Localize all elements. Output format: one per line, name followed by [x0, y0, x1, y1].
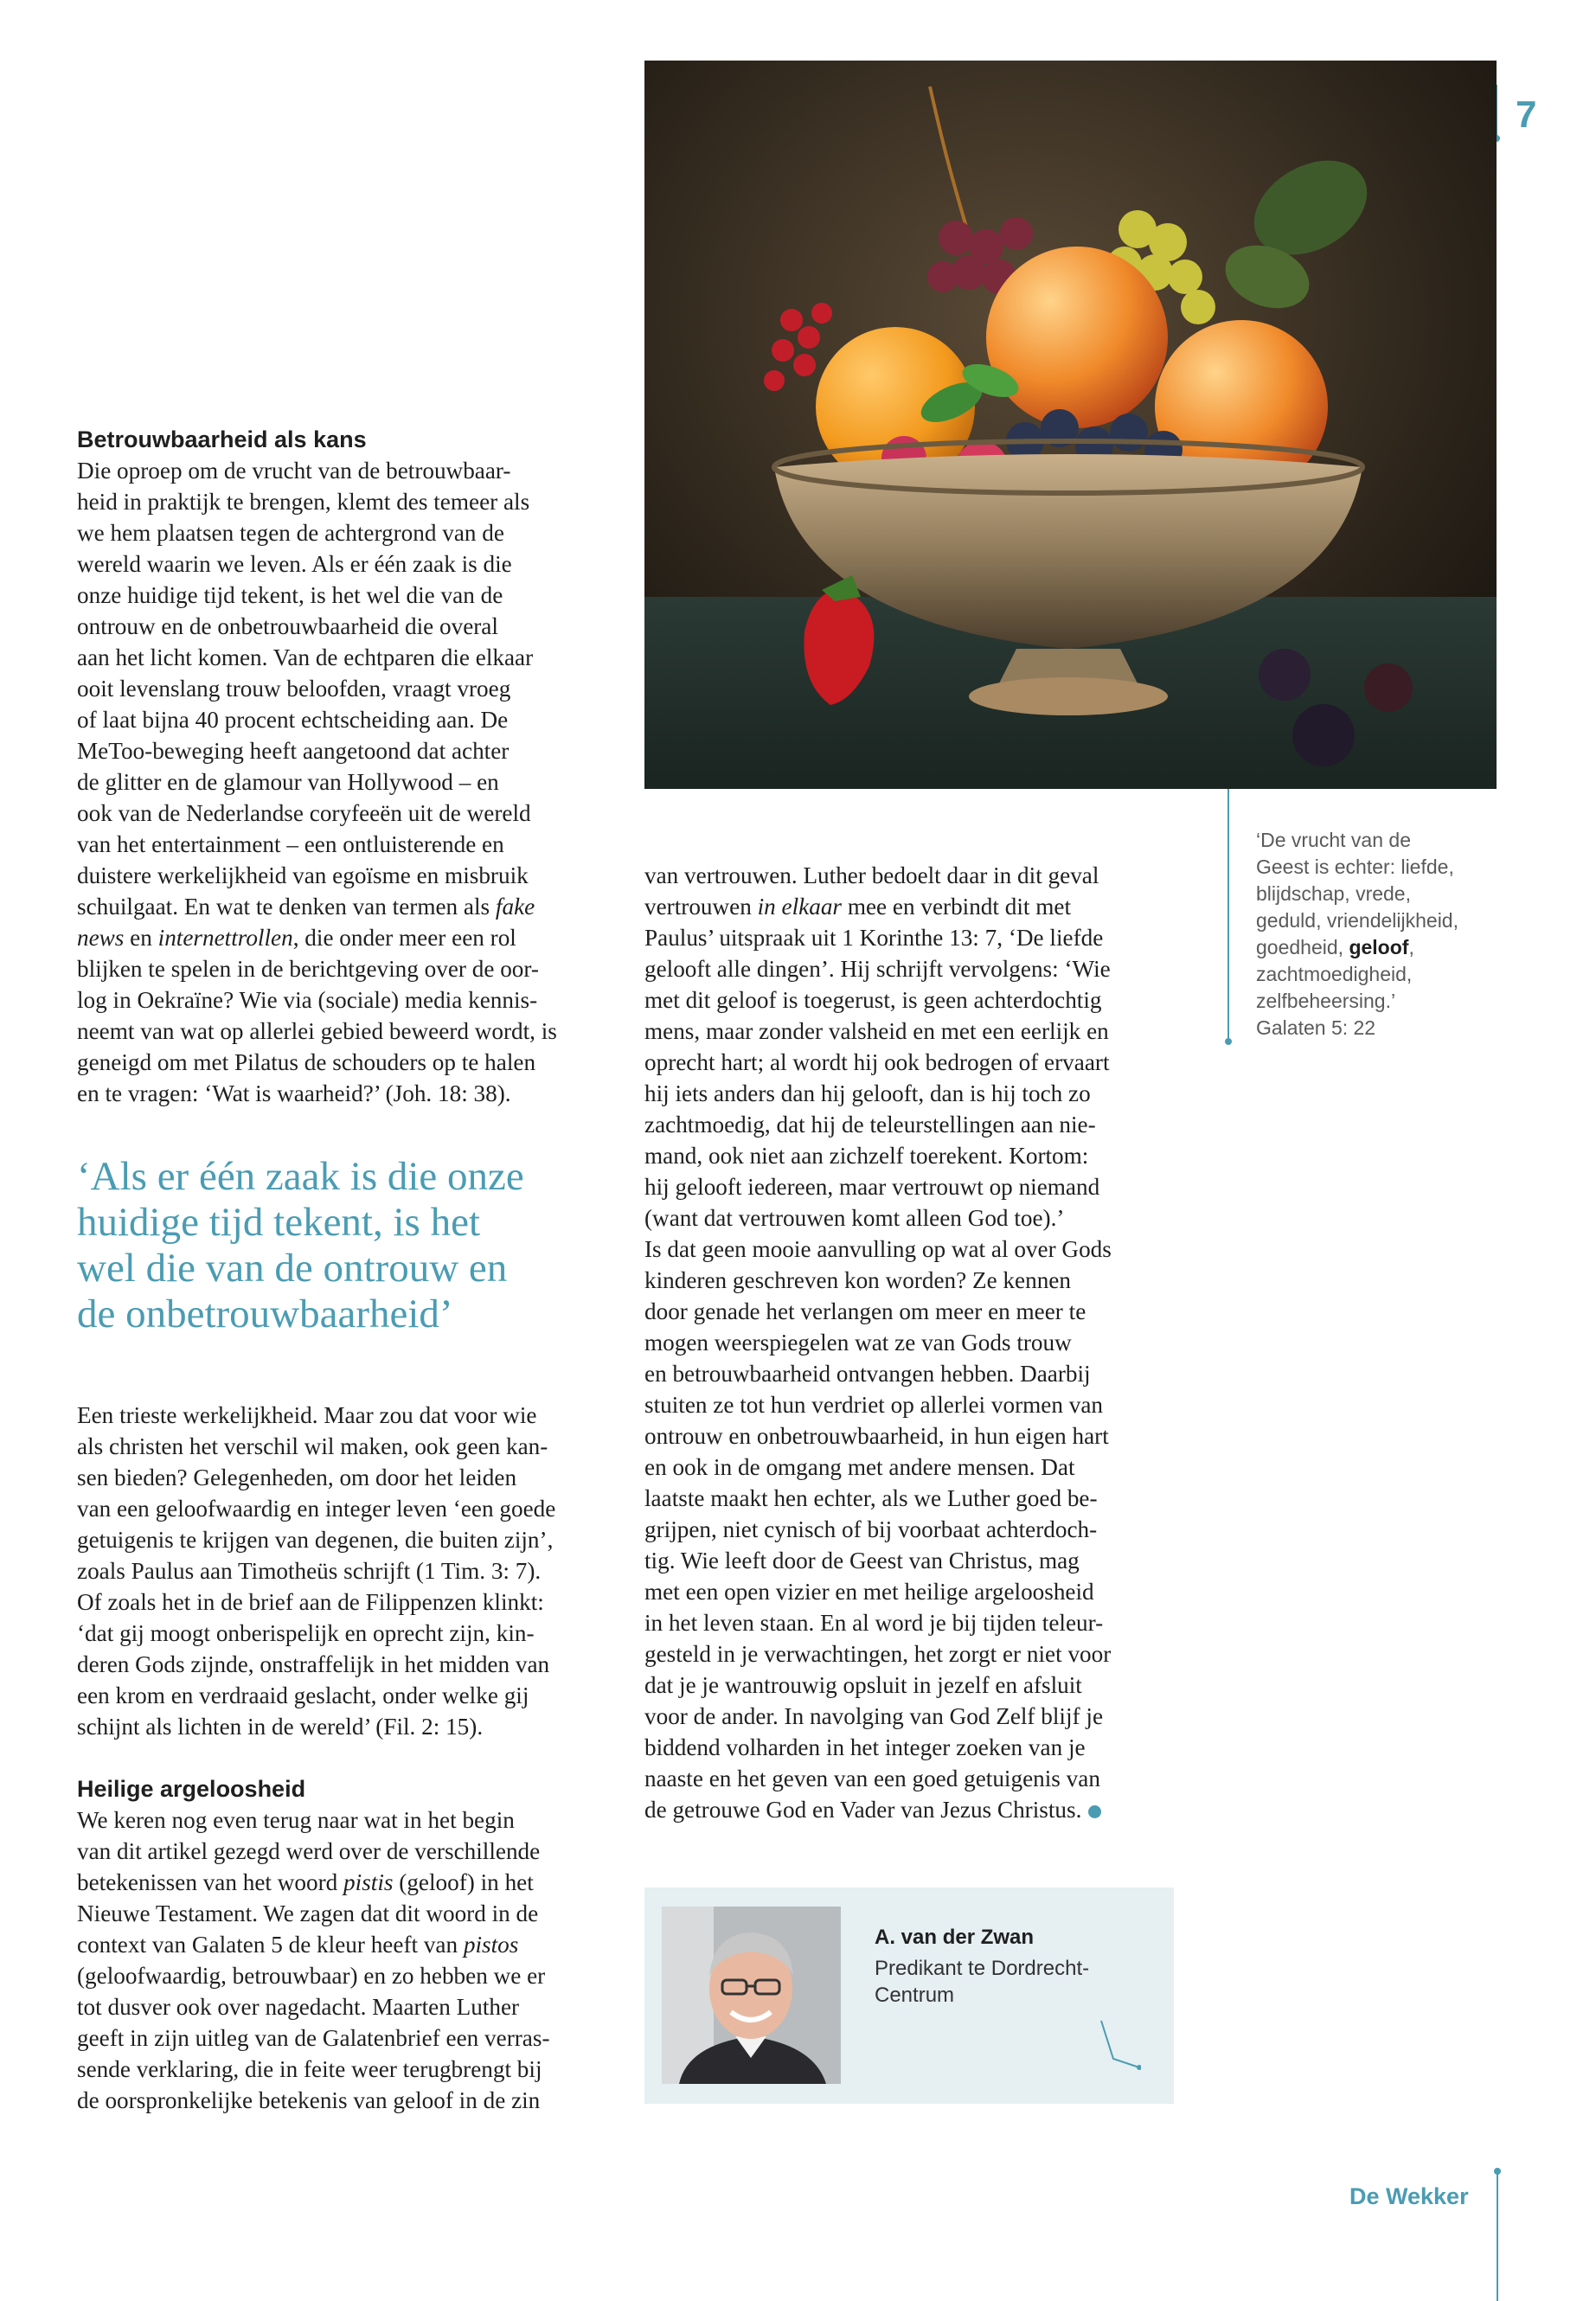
- paragraph-4-line: mens, maar zonder valsheid en met een eerlijk en: [644, 1018, 1109, 1044]
- paragraph-4-line: oprecht hart; al wordt hij ook bedrogen of ervaart: [644, 1049, 1110, 1075]
- author-role-line: Centrum: [875, 1984, 955, 2007]
- paragraph-3-line: de oorspronkelijke betekenis van geloof in de zin: [77, 2087, 541, 2113]
- paragraph-4-line: gesteld in je verwachtingen, het zorgt er niet voor: [644, 1641, 1112, 1667]
- paragraph-2-line: zoals Paulus aan Timotheüs schrijft (1 Tim. 3: 7).: [77, 1558, 542, 1584]
- paragraph-1-line: de glitter en de glamour van Hollywood – en: [77, 769, 499, 795]
- author-box: [644, 1888, 1174, 2104]
- constellation-icon: [1098, 2019, 1141, 2071]
- italic-term: internettrollen: [157, 925, 293, 951]
- paragraph-1-line: log in Oekraïne? Wie via (sociale) media kennis-: [77, 987, 538, 1013]
- paragraph-4-line: laatste maakt hen echter, als we Luther goed be-: [644, 1485, 1098, 1511]
- paragraph-3-line: context van Galaten 5 de kleur heeft van: [77, 1932, 464, 1958]
- paragraph-2-line: een krom en verdraaid geslacht, onder welke gij: [77, 1682, 529, 1708]
- paragraph-4: [644, 860, 1172, 1825]
- paragraph-4-line: stuiten ze tot hun verdriet op allerlei vormen van: [644, 1392, 1103, 1418]
- paragraph-1-line: blijken te spelen in de berichtgeving over de oor-: [77, 956, 539, 982]
- paragraph-3-line: (geloof) in het: [393, 1869, 534, 1895]
- pull-quote-line: huidige tijd tekent, is het: [77, 1200, 481, 1245]
- sidenote-quote: [1256, 827, 1516, 1042]
- paragraph-1-line: geneigd om met Pilatus de schouders op te halen: [77, 1049, 536, 1075]
- paragraph-4-line: in het leven staan. En al word je bij tijden teleur-: [644, 1610, 1104, 1636]
- paragraph-4-line: ontrouw en onbetrouwbaarheid, in hun eigen hart: [644, 1423, 1109, 1449]
- paragraph-2-line: sen bieden? Gelegenheden, om door het leiden: [77, 1465, 517, 1490]
- paragraph-2-line: ‘dat gij moogt onberispelijk en oprecht zijn, kin-: [77, 1620, 535, 1646]
- paragraph-1-line: wereld waarin we leven. Als er één zaak is die: [77, 551, 512, 577]
- paragraph-4-line: met een open vizier en met heilige argeloosheid: [644, 1579, 1094, 1605]
- footer-rule: [1493, 2167, 1502, 2301]
- paragraph-1-line: neemt van wat op allerlei gebied beweerd wordt, is: [77, 1018, 557, 1044]
- paragraph-4-line: (want dat vertrouwen komt alleen God toe).’: [644, 1205, 1065, 1231]
- pull-quote-line: ‘Als er één zaak is die onze: [77, 1154, 524, 1199]
- sidenote-line: [1256, 934, 1516, 961]
- paragraph-1: [77, 455, 613, 1109]
- author-photo: [662, 1907, 841, 2084]
- paragraph-4-line: mee en verbindt dit met: [842, 894, 1072, 920]
- paragraph-4-line: mand, ook niet aan zichzelf toerekent. Kortom:: [644, 1143, 1089, 1169]
- paragraph-4-line: naaste en het geven van een goed getuigenis van: [644, 1766, 1100, 1791]
- sidenote-text: goedheid,: [1256, 936, 1349, 958]
- paragraph-3-line: geeft in zijn uitleg van de Galatenbrief een verras-: [77, 2025, 550, 2051]
- sidenote-line: zachtmoedigheid,: [1256, 963, 1413, 985]
- paragraph-2-line: als christen het verschil wil maken, ook geen kan-: [77, 1433, 548, 1459]
- paragraph-1-line: Die oproep om de vrucht van de betrouwbaar-: [77, 458, 511, 484]
- paragraph-1-line: ooit levenslang trouw beloofden, vraagt vroeg: [77, 676, 511, 702]
- sidenote-line: Geest is echter: liefde,: [1256, 856, 1454, 878]
- sidenote-line: zelfbeheersing.’: [1256, 990, 1396, 1012]
- paragraph-2: [77, 1400, 613, 1742]
- italic-term: pistis: [343, 1869, 394, 1895]
- paragraph-2-line: Een trieste werkelijkheid. Maar zou dat voor wie: [77, 1402, 537, 1428]
- page-number: 7: [1516, 93, 1537, 136]
- paragraph-1-line: duistere werkelijkheid van egoïsme en misbruik: [77, 862, 529, 888]
- paragraph-4-line: kinderen geschreven kon worden? Ze kennen: [644, 1267, 1071, 1293]
- sidenote-reference: Galaten 5: 22: [1256, 1016, 1376, 1039]
- paragraph-3-line: betekenissen van het woord: [77, 1869, 344, 1895]
- italic-term: in elkaar: [757, 894, 843, 920]
- paragraph-1-line: of laat bijna 40 procent echtscheiding aan. De: [77, 707, 509, 733]
- paragraph-4-line: door genade het verlangen om meer en meer te: [644, 1298, 1086, 1324]
- paragraph-4-line: mogen weerspiegelen wat ze van Gods trouw: [644, 1330, 1072, 1356]
- paragraph-4-line: met dit geloof is toegerust, is geen achterdochtig: [644, 987, 1102, 1013]
- paragraph-4-line: en ook in de omgang met andere mensen. Dat: [644, 1454, 1075, 1480]
- paragraph-4-line: hij iets anders dan hij gelooft, dan is hij toch zo: [644, 1080, 1091, 1106]
- paragraph-4-line: dat je je wantrouwig opsluit in jezelf en afsluit: [644, 1672, 1082, 1698]
- paragraph-4-line: gelooft alle dingen’. Hij schrijft vervolgens: ‘Wie: [644, 956, 1111, 982]
- paragraph-1-line: onze huidige tijd tekent, is het wel die van de: [77, 582, 503, 608]
- paragraph-1-line: schuilgaat. En wat te denken van termen als: [77, 894, 496, 920]
- author-portrait: [662, 1907, 841, 2084]
- paragraph-3-line: We keren nog even terug naar wat in het begin: [77, 1807, 515, 1833]
- paragraph-2-line: schijnt als lichten in de wereld’ (Fil. 2: 15).: [77, 1714, 484, 1740]
- paragraph-3-line: Nieuwe Testament. We zagen dat dit woord in de: [77, 1900, 539, 1926]
- paragraph-1-line: en te vragen: ‘Wat is waarheid?’ (Joh. 18: 38).: [77, 1080, 511, 1106]
- paragraph-1-line: , die onder meer een rol: [292, 925, 516, 951]
- sidenote-text: ,: [1408, 936, 1414, 958]
- left-column: [77, 424, 613, 2116]
- fruit-bowl-illustration: [644, 61, 1497, 789]
- sidenote-line: blijdschap, vrede,: [1256, 882, 1411, 905]
- italic-term: pistos: [463, 1932, 519, 1958]
- pull-quote-line: de onbetrouwbaarheid’: [77, 1292, 453, 1336]
- paragraph-1-line: ook van de Nederlandse coryfeeën uit de wereld: [77, 800, 531, 826]
- paragraph-1-line: MeToo-beweging heeft aangetoond dat achter: [77, 738, 510, 764]
- sidenote-emphasis: geloof: [1349, 936, 1409, 958]
- author-name: A. van der Zwan: [875, 1926, 1035, 1949]
- sidenote-rule: [1223, 789, 1234, 1048]
- pull-quote-line: wel die van de ontrouw en: [77, 1246, 508, 1291]
- paragraph-4-line: en betrouwbaarheid ontvangen hebben. Daarbij: [644, 1361, 1091, 1387]
- sidenote-line: geduld, vriendelijkheid,: [1256, 909, 1458, 932]
- magazine-brand: De Wekker: [1349, 2183, 1469, 2209]
- paragraph-1-line: we hem plaatsen tegen de achtergrond van de: [77, 520, 504, 546]
- author-role-line: Predikant te Dordrecht-: [875, 1957, 1090, 1980]
- paragraph-4-line: Paulus’ uitspraak uit 1 Korinthe 13: 7, ‘De liefde: [644, 925, 1104, 951]
- paragraph-3-line: (geloofwaardig, betrouwbaar) en zo hebben we er: [77, 1963, 546, 1989]
- paragraph-2-line: getuigenis te krijgen van degenen, die buiten zijn’,: [77, 1527, 554, 1553]
- paragraph-2-line: van een geloofwaardig en integer leven ‘een goede: [77, 1496, 556, 1522]
- paragraph-4-line: grijpen, niet cynisch of bij voorbaat achterdoch-: [644, 1516, 1098, 1542]
- end-of-article-dot: [1088, 1805, 1101, 1818]
- paragraph-3-line: sende verklaring, die in feite weer terugbrengt bij: [77, 2056, 542, 2082]
- paragraph-4-line: biddend volharden in het integer zoeken van je: [644, 1734, 1086, 1760]
- paragraph-4-line: zachtmoedig, dat hij de teleurstellingen aan nie-: [644, 1112, 1096, 1138]
- middle-column: [644, 860, 1172, 1825]
- paragraph-3: [77, 1804, 613, 2116]
- paragraph-4-line: Is dat geen mooie aanvulling op wat al over Gods: [644, 1236, 1112, 1262]
- paragraph-2-line: Of zoals het in de brief aan de Filippenzen klinkt:: [77, 1589, 544, 1615]
- paragraph-4-line: tig. Wie leeft door de Geest van Christus, mag: [644, 1548, 1080, 1574]
- paragraph-2-line: deren Gods zijnde, onstraffelijk in het midden van: [77, 1651, 550, 1677]
- paragraph-3-line: van dit artikel gezegd werd over de verschillende: [77, 1838, 541, 1864]
- paragraph-1-line: van het entertainment – een ontluisterende en: [77, 831, 504, 857]
- paragraph-1-line: heid in praktijk te brengen, klemt des temeer als: [77, 489, 530, 515]
- paragraph-1-line: en: [124, 925, 158, 951]
- heading-betrouwbaarheid-als-kans: Betrouwbaarheid als kans: [77, 426, 367, 452]
- paragraph-1-line: aan het licht komen. Van de echtparen die elkaar: [77, 644, 534, 670]
- pull-quote: [77, 1154, 613, 1337]
- author-role: [875, 1955, 1134, 2009]
- heading-heilige-argeloosheid: Heilige argeloosheid: [77, 1776, 306, 1802]
- fruit-bowl-photo: [644, 61, 1497, 789]
- sidenote-line: ‘De vrucht van de: [1256, 829, 1411, 851]
- paragraph-4-line: de getrouwe God en Vader van Jezus Christus.: [644, 1797, 1082, 1823]
- paragraph-4-line: voor de ander. In navolging van God Zelf blijf je: [644, 1703, 1104, 1729]
- italic-term: news: [77, 925, 125, 951]
- paragraph-4-line: van vertrouwen. Luther bedoelt daar in dit geval: [644, 862, 1099, 888]
- paragraph-3-line: tot dusver ook over nagedacht. Maarten Luther: [77, 1994, 520, 2020]
- paragraph-4-line: vertrouwen: [644, 894, 758, 920]
- paragraph-4-line: hij gelooft iedereen, maar vertrouwt op niemand: [644, 1174, 1100, 1200]
- italic-term: fake: [495, 894, 535, 920]
- paragraph-1-line: ontrouw en de onbetrouwbaarheid die overal: [77, 613, 498, 639]
